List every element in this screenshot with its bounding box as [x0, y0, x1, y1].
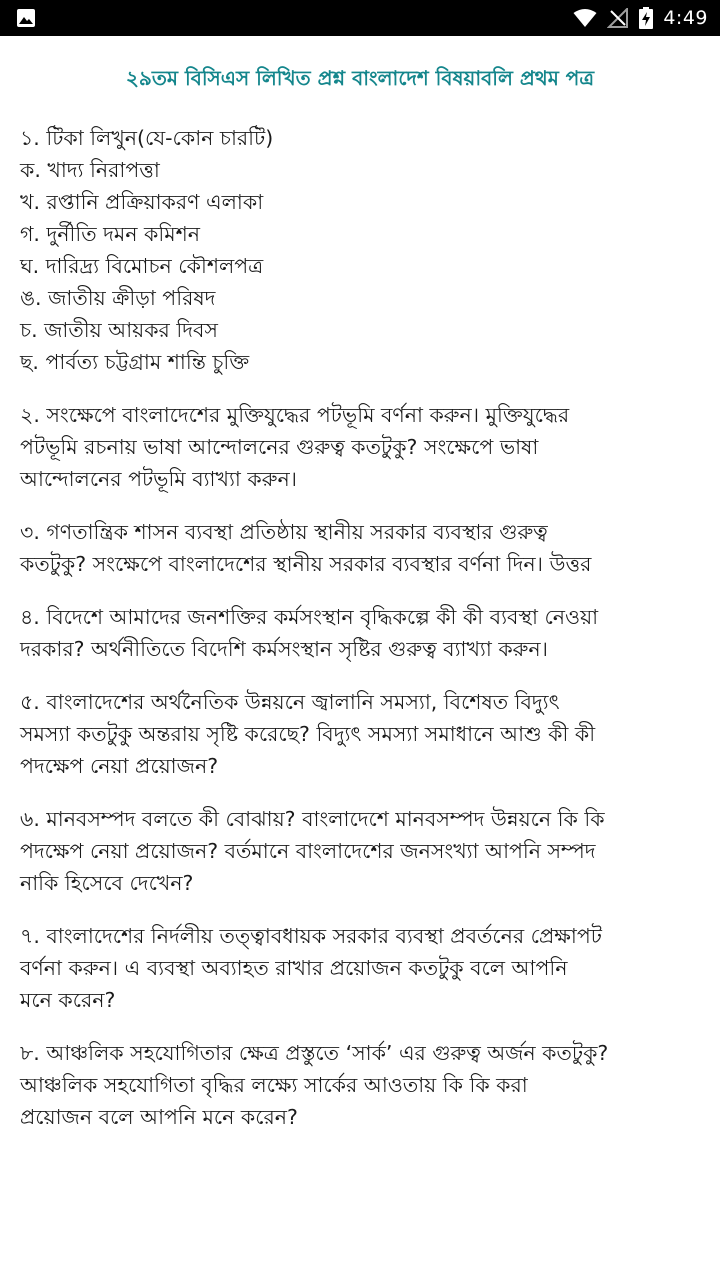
- question-line: পদক্ষেপ নেয়া প্রয়োজন? বর্তমানে বাংলাদেশের জনসংখ্যা আপনি সম্পদ: [20, 839, 596, 863]
- question-line: ঘ. দারিদ্র্য বিমোচন কৌশলপত্র: [20, 254, 264, 278]
- question-line: ছ. পার্বত্য চট্টগ্রাম শান্তি চুক্তি: [20, 350, 250, 374]
- status-bar-right: [573, 7, 708, 29]
- status-bar: [0, 0, 720, 36]
- wifi-icon: [573, 8, 597, 28]
- question-line: নাকি হিসেবে দেখেন?: [20, 871, 194, 895]
- question-line: ২. সংক্ষেপে বাংলাদেশের মুক্তিযুদ্ধের পটভূমি বর্ণনা করুন। মুক্তিযুদ্ধের: [20, 403, 570, 427]
- question-line: দরকার? অর্থনীতিতে বিদেশি কর্মসংস্থান সৃষ্টির গুরুত্ব ব্যাখ্যা করুন।: [20, 637, 548, 661]
- question-line: খ. রপ্তানি প্রক্রিয়াকরণ এলাকা: [20, 190, 264, 214]
- main-content[interactable]: [0, 36, 720, 1133]
- image-icon: [16, 8, 36, 28]
- question-line: ঙ. জাতীয় ক্রীড়া পরিষদ: [20, 286, 216, 310]
- question-line: বর্ণনা করুন। এ ব্যবস্থা অব্যাহত রাখার প্রয়োজন কতটুকু বলে আপনি: [20, 956, 568, 980]
- question-line: গ. দুর্নীতি দমন কমিশন: [20, 222, 200, 246]
- question-item: [20, 122, 700, 378]
- question-line: আন্দোলনের পটভূমি ব্যাখ্যা করুন।: [20, 467, 298, 491]
- question-line: ১. টিকা লিখুন(যে-কোন চারটি): [20, 126, 274, 150]
- question-line: পটভূমি রচনায় ভাষা আন্দোলনের গুরুত্ব কতটুকু? সংক্ষেপে ভাষা: [20, 435, 539, 459]
- question-line: প্রয়োজন বলে আপনি মনে করেন?: [20, 1105, 298, 1129]
- question-line: মনে করেন?: [20, 988, 116, 1012]
- status-time: 4:49: [663, 7, 708, 29]
- page-title: ২৯তম বিসিএস লিখিত প্রশ্ন বাংলাদেশ বিষয়াবলি প্রথম পত্র: [125, 66, 595, 90]
- question-line: ৮. আঞ্চলিক সহযোগিতার ক্ষেত্র প্রস্তুতে ‘সার্ক’ এর গুরুত্ব অর্জন কতটুকু?: [20, 1041, 609, 1065]
- question-line: ৭. বাংলাদেশের নির্দলীয় তত্ত্বাবধায়ক সরকার ব্যবস্থা প্রবর্তনের প্রেক্ষাপট: [20, 924, 602, 948]
- question-line: কতটুকু? সংক্ষেপে বাংলাদেশের স্থানীয় সরকার ব্যবস্থার বর্ণনা দিন। উত্তর: [20, 552, 592, 576]
- question-item: [20, 516, 700, 580]
- question-list: [20, 122, 700, 1133]
- question-item: [20, 1037, 700, 1133]
- question-line: ক. খাদ্য নিরাপত্তা: [20, 158, 160, 182]
- question-line: আঞ্চলিক সহযোগিতা বৃদ্ধির লক্ষ্যে সার্কের আওতায় কি কি করা: [20, 1073, 528, 1097]
- battery-charging-icon: [639, 7, 653, 29]
- question-item: [20, 803, 700, 899]
- question-item: [20, 686, 700, 782]
- question-line: পদক্ষেপ নেয়া প্রয়োজন?: [20, 754, 219, 778]
- status-bar-left: [16, 8, 36, 28]
- question-line: চ. জাতীয় আয়কর দিবস: [20, 318, 218, 342]
- question-item: [20, 601, 700, 665]
- question-line: ৩. গণতান্ত্রিক শাসন ব্যবস্থা প্রতিষ্ঠায় স্থানীয় সরকার ব্যবস্থার গুরুত্ব: [20, 520, 548, 544]
- question-item: [20, 399, 700, 495]
- question-line: সমস্যা কতটুকু অন্তরায় সৃষ্টি করেছে? বিদ্যুৎ সমস্যা সমাধানে আশু কী কী: [20, 722, 596, 746]
- question-line: ৪. বিদেশে আমাদের জনশক্তির কর্মসংস্থান বৃদ্ধিকল্পে কী কী ব্যবস্থা নেওয়া: [20, 605, 599, 629]
- question-line: ৫. বাংলাদেশের অর্থনৈতিক উন্নয়নে জ্বালানি সমস্যা, বিশেষত বিদ্যুৎ: [20, 690, 560, 714]
- question-item: [20, 920, 700, 1016]
- question-line: ৬. মানবসম্পদ বলতে কী বোঝায়? বাংলাদেশে মানবসম্পদ উন্নয়নে কি কি: [20, 807, 605, 831]
- no-signal-icon: [607, 8, 629, 28]
